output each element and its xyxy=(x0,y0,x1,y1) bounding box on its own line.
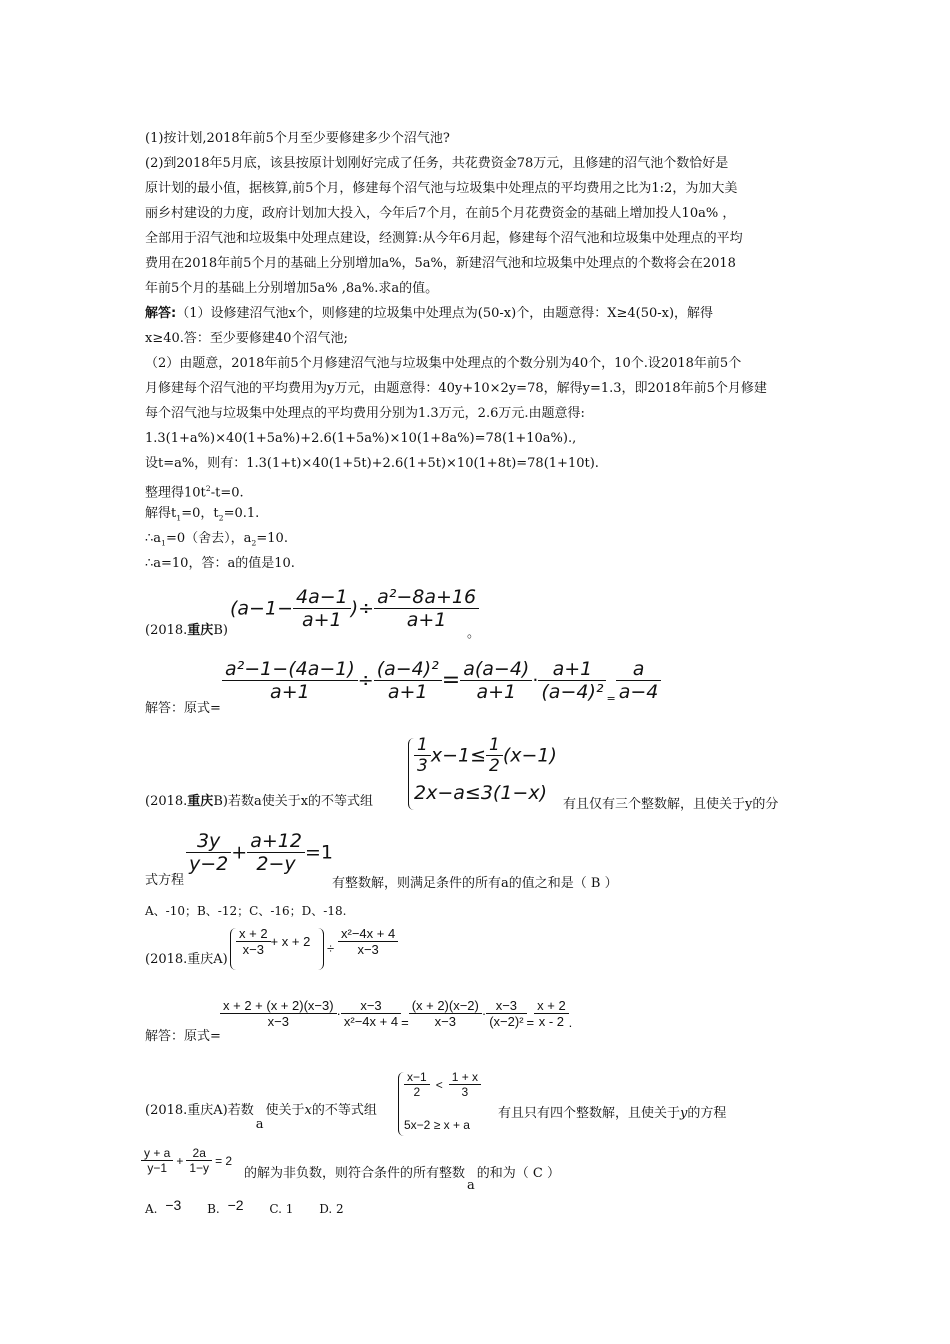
numerator: x²−4x + 4 xyxy=(338,926,398,942)
denominator: x−3 xyxy=(267,1014,289,1029)
p4-prefix xyxy=(145,1102,377,1132)
variable-x: x xyxy=(304,1103,312,1118)
operator: · xyxy=(481,1006,487,1021)
numerator: 4a−1 xyxy=(293,586,351,609)
text-run: B) xyxy=(213,623,228,638)
p2-equation xyxy=(186,830,333,875)
denominator: y−2 xyxy=(189,853,229,875)
p4-suffix xyxy=(498,1102,726,1121)
numerator: x−1 xyxy=(404,1070,430,1085)
numerator: a(a−4) xyxy=(460,658,532,681)
fraction xyxy=(374,586,479,631)
p3-prefix: (2018.重庆A) xyxy=(145,952,228,967)
subscript: 2 xyxy=(251,538,257,548)
numerator: (a−4)² xyxy=(374,658,442,681)
p4-tail xyxy=(244,1162,560,1193)
p3-answer-label: 解答：原式= xyxy=(145,1029,221,1044)
operator: < xyxy=(435,1077,443,1092)
solution-line-9 xyxy=(145,505,259,528)
operator: · xyxy=(336,1006,341,1021)
subscript: 1 xyxy=(176,513,182,523)
fraction xyxy=(460,658,532,703)
operator: + xyxy=(176,1153,184,1168)
numerator: x + 2 xyxy=(236,926,271,942)
text-run: 整理得10t xyxy=(145,485,206,501)
expr-part: + x + 2 xyxy=(270,934,311,949)
operator: = 2 xyxy=(215,1153,233,1168)
text-run: -t=0. xyxy=(210,485,244,501)
p1-answer-label: 解答：原式= xyxy=(145,701,221,716)
fraction xyxy=(293,586,351,631)
choice-value: −3 xyxy=(165,1197,182,1213)
p3-divisor xyxy=(338,926,398,957)
text-run: =0.1. xyxy=(223,506,260,521)
fraction xyxy=(534,998,569,1029)
p2-inequality-2: 2x−a≤3(1−x) xyxy=(414,782,547,804)
paren-right xyxy=(318,928,324,970)
p2-suffix: 有且仅有三个整数解，且使关于y的分 xyxy=(563,797,779,812)
denominator: 2 xyxy=(413,1085,421,1099)
numerator: 1 + x xyxy=(449,1070,481,1085)
numerator: a²−8a+16 xyxy=(374,586,479,609)
fraction xyxy=(414,735,431,776)
solution-line-7: 设t=a%，则有：1.3(1+t)×40(1+5t)+2.6(1+5t)×10(1+8t)=78(1+10t). xyxy=(145,456,599,471)
numerator: a+12 xyxy=(247,830,305,853)
text-run: 解得t xyxy=(145,506,177,521)
p2-prefix xyxy=(145,793,373,811)
numerator: 1 xyxy=(486,735,503,756)
p2-line2-label: 式方程 xyxy=(145,873,185,888)
expr-part: x−1≤ xyxy=(430,744,487,767)
solution-line-2: x≥40.答：至少要修建40个沼气池; xyxy=(145,331,348,346)
p3-div: ÷ xyxy=(327,941,335,956)
fraction xyxy=(186,830,231,875)
text-run: =10. xyxy=(256,531,288,546)
p4-inequality-2: 5x−2 ≥ x + a xyxy=(404,1118,470,1132)
operator: + xyxy=(231,841,248,864)
operator: = xyxy=(606,692,616,705)
variable-a: a xyxy=(255,1117,264,1132)
denominator: a+1 xyxy=(406,609,447,631)
fraction xyxy=(374,658,442,703)
text-run: B)若数a使关于x的不等式组 xyxy=(213,794,374,809)
text-run: =0（舍去），a xyxy=(166,531,252,546)
fraction xyxy=(449,1070,481,1099)
operator: · xyxy=(532,669,539,692)
operator: . xyxy=(568,1014,573,1030)
denominator: x−3 xyxy=(242,942,264,957)
numerator: x + 2 xyxy=(534,998,569,1014)
denominator: y−1 xyxy=(147,1161,168,1175)
fraction xyxy=(341,998,401,1029)
variable-y: y xyxy=(680,1106,688,1121)
text-run: (2018. xyxy=(145,794,188,809)
text-run: 的不等式组 xyxy=(311,1103,377,1118)
p1-end: 。 xyxy=(467,626,481,641)
text-run: ∴a xyxy=(145,531,162,546)
choice-label: B. xyxy=(207,1202,220,1216)
denominator: a+1 xyxy=(476,681,517,703)
choice-label: C. 1 xyxy=(269,1202,294,1216)
fraction xyxy=(486,998,526,1029)
denominator: 1−y xyxy=(189,1161,210,1175)
fraction xyxy=(404,1070,430,1099)
choice-label: A. xyxy=(145,1202,158,1216)
expr-part: (x−1) xyxy=(502,744,557,767)
operator: = xyxy=(441,668,461,693)
numerator: (x + 2)(x−2) xyxy=(409,998,482,1014)
denominator: 2 xyxy=(489,756,500,776)
p1-expression xyxy=(230,586,479,631)
numerator: a+1 xyxy=(538,658,606,681)
solution-text: （1）设修建沼气池x个，则修建的垃圾集中处理点为(50-x)个，由题意得：X≥4(50-x)，解得 xyxy=(176,306,714,321)
solution-line-5: 每个沼气池与垃圾集中处理点的平均费用分别为1.3万元，2.6万元.由题意得: xyxy=(145,406,585,421)
solution-line-8 xyxy=(145,480,244,502)
text-run: =0，t xyxy=(181,506,219,521)
operator: = xyxy=(401,1014,409,1030)
variable-a: a xyxy=(467,1178,475,1193)
p4-inequality-1 xyxy=(404,1070,481,1099)
problem-part-2-line-1: (2)到2018年5月底，该县按原计划刚好完成了任务，共花费资金78万元，且修建的沼气池个数恰好是 xyxy=(145,156,729,171)
solution-label: 解答: xyxy=(145,306,177,321)
text-run: (2018. xyxy=(145,623,188,638)
problem-part-1: (1)按计划,2018年前5个月至少要修建多少个沼气池? xyxy=(145,131,450,146)
problem-part-2-line-4: 全部用于沼气池和垃圾集中处理点建设，经测算:从今年6月起，修建每个沼气池和垃圾集中处理点的平均 xyxy=(145,231,743,246)
p2-choices: A、-10；B、-12；C、-16；D、-18. xyxy=(145,904,347,918)
text-run: 使关于 xyxy=(265,1103,305,1118)
solution-line-1 xyxy=(145,305,713,323)
denominator: a+1 xyxy=(270,681,310,703)
subscript: 2 xyxy=(218,513,224,523)
denominator: 3 xyxy=(417,756,428,776)
p3-answer xyxy=(220,998,572,1030)
fraction xyxy=(538,658,606,703)
p4-choices xyxy=(145,1199,344,1218)
denominator: x−3 xyxy=(434,1014,456,1029)
text-run: (2018.重庆A)若数 xyxy=(145,1103,254,1118)
fraction xyxy=(141,1146,173,1175)
denominator: a+1 xyxy=(387,681,428,703)
denominator: (a−4)² xyxy=(541,681,604,703)
solution-line-11: ∴a=10，答：a的值是10. xyxy=(145,556,295,571)
fraction xyxy=(236,926,271,957)
solution-line-10 xyxy=(145,530,288,553)
problem-part-2-line-2: 原计划的最小值，据核算,前5个月，修建每个沼气池与垃圾集中处理点的平均费用之比为1:2，为加大美 xyxy=(145,181,738,196)
p4-equation xyxy=(141,1146,232,1175)
fraction xyxy=(486,735,503,776)
denominator: x²−4x + 4 xyxy=(343,1014,399,1029)
fraction xyxy=(220,998,337,1029)
fraction xyxy=(338,926,398,957)
superscript: 2 xyxy=(205,484,211,493)
numerator: 3y xyxy=(186,830,231,853)
subscript: 1 xyxy=(161,538,166,548)
text-run: 重庆 xyxy=(187,623,214,638)
fraction xyxy=(222,658,358,703)
p1-answer xyxy=(222,658,661,705)
operator: ÷ xyxy=(357,669,374,692)
numerator: 2a xyxy=(186,1146,212,1161)
numerator: x−3 xyxy=(341,998,401,1014)
text-run: 的方程 xyxy=(687,1106,727,1121)
numerator: x−3 xyxy=(486,998,526,1014)
text-run: 的和为（ C ） xyxy=(476,1166,560,1181)
fraction xyxy=(616,658,662,703)
p2-line2-suffix: 有整数解，则满足条件的所有a的值之和是（ B ） xyxy=(332,876,618,891)
fraction xyxy=(409,998,482,1029)
numerator: 1 xyxy=(414,735,431,756)
p1-prefix xyxy=(145,622,228,640)
operator: = xyxy=(526,1014,535,1030)
denominator: (x−2)² xyxy=(489,1014,524,1029)
operator: =1 xyxy=(304,841,333,864)
choice-label: D. 2 xyxy=(319,1202,344,1216)
text-run: 的解为非负数，则符合条件的所有整数 xyxy=(244,1166,466,1181)
solution-line-4: 月修建每个沼气池的平均费用为y万元，由题意得：40y+10×2y=78，解得y=1.3，即2018年前5个月修建 xyxy=(145,381,767,396)
denominator: 3 xyxy=(461,1085,469,1099)
expr-part: )÷ xyxy=(350,597,375,620)
fraction xyxy=(186,1146,212,1175)
problem-part-2-line-6: 年前5个月的基础上分别增加5a% ,8a%.求a的值。 xyxy=(145,281,439,296)
denominator: x - 2 xyxy=(538,1014,565,1029)
text-run: 重庆 xyxy=(187,794,214,809)
denominator: 2−y xyxy=(256,853,296,875)
numerator: a²−1−(4a−1) xyxy=(222,658,358,681)
numerator: x + 2 + (x + 2)(x−3) xyxy=(220,998,337,1014)
fraction xyxy=(247,830,305,875)
expr-part: (a−1− xyxy=(230,597,293,620)
denominator: x−3 xyxy=(357,942,379,957)
p2-inequality-1 xyxy=(414,735,557,776)
solution-line-3: （2）由题意，2018年前5个月修建沼气池与垃圾集中处理点的个数分别为40个，10个.设2018年前5个 xyxy=(145,356,742,371)
choice-value: −2 xyxy=(227,1197,244,1213)
denominator: a+1 xyxy=(302,609,342,631)
numerator: y + a xyxy=(141,1146,173,1161)
denominator: a−4 xyxy=(618,681,659,703)
p3-expression xyxy=(236,926,310,957)
text-run: 有且只有四个整数解，且使关于 xyxy=(498,1106,681,1121)
numerator: a xyxy=(616,658,662,681)
problem-part-2-line-3: 丽乡村建设的力度，政府计划加大投入，今年后7个月，在前5个月花费资金的基础上增加投人10a% ， xyxy=(145,206,736,221)
problem-part-2-line-5: 费用在2018年前5个月的基础上分别增加a%，5a%，新建沼气池和垃圾集中处理点的个数将会在2018 xyxy=(145,256,736,271)
solution-line-6: 1.3(1+a%)×40(1+5a%)+2.6(1+5a%)×10(1+8a%)=78(1+10a%)., xyxy=(145,431,577,446)
